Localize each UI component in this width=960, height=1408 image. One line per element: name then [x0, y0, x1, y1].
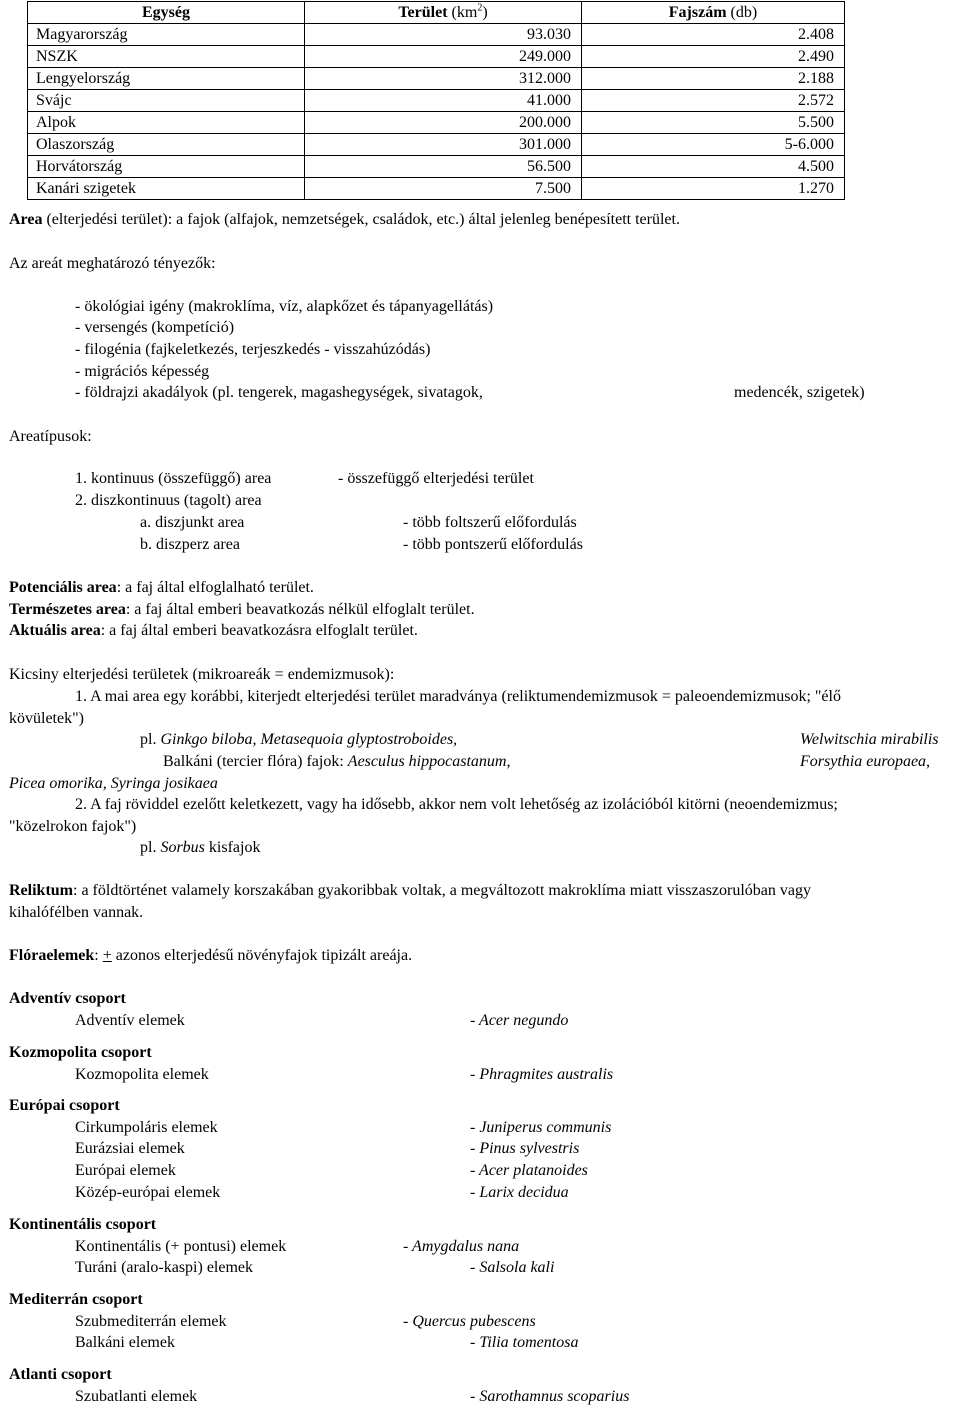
header-area — [305, 2, 582, 24]
example-species: Forsythia europaea, — [800, 753, 931, 770]
flora-elements-def — [9, 946, 412, 967]
header-unit: Egység — [28, 2, 305, 24]
cell-unit: Olaszország — [28, 134, 305, 156]
areatypes-title: Areatípusok: — [9, 428, 92, 445]
factors-title: Az areát meghatározó tényezők: — [9, 255, 216, 272]
micro-p1-line1: 1. A mai area egy korábbi, kiterjedt elterjedési terület maradványa (reliktumendemizmusok = paleoendemizmusok; "élő — [75, 688, 841, 705]
micro-p1-line2: kövületek") — [9, 710, 84, 727]
area-definition-text: (elterjedési terület): a fajok (alfajok, nemzetségek, családok, etc.) által jelenleg benépesített terület. — [42, 211, 680, 228]
header-species-label: Fajszám — [668, 3, 727, 21]
areatype-2b-desc: - több pontszerű előfordulás — [403, 536, 583, 553]
micro-example-2-right — [800, 752, 930, 773]
group-element-example: - Quercus pubescens — [403, 1313, 536, 1330]
factor-item: - versengés (kompetíció) — [75, 319, 235, 336]
flora-term: Flóraelemek — [9, 947, 95, 964]
potential-area-term: Potenciális area — [9, 579, 117, 596]
cell-area: 93.030 — [305, 24, 582, 46]
group-element-label: Balkáni elemek — [75, 1334, 175, 1351]
cell-unit: NSZK — [28, 46, 305, 68]
group-element-example: - Amygdalus nana — [403, 1238, 520, 1255]
group-element-label: Adventív elemek — [75, 1012, 185, 1029]
group-element-example: - Salsola kali — [470, 1259, 555, 1276]
group-element-label: Kozmopolita elemek — [75, 1066, 209, 1083]
micro-title: Kicsiny elterjedési területek (mikroareák = endemizmusok): — [9, 666, 395, 683]
group-element-label: Turáni (aralo-kaspi) elemek — [75, 1259, 254, 1276]
example-prefix: pl. — [140, 839, 161, 856]
table-row — [28, 112, 845, 134]
plus-minus-sign: + — [102, 947, 112, 964]
header-area-label: Terület — [398, 3, 448, 21]
group-element-example: - Sarothamnus scoparius — [470, 1388, 630, 1405]
area-unit-post: ) — [482, 3, 488, 21]
example-prefix: Balkáni (tercier flóra) fajok: — [163, 753, 348, 770]
factor-item: - filogénia (fajkeletkezés, terjeszkedés - visszahúzódás) — [75, 341, 431, 358]
areatype-1: 1. kontinuus (összefüggő) area — [75, 470, 272, 487]
group-element-label: Eurázsiai elemek — [75, 1140, 185, 1157]
cell-area: 56.500 — [305, 156, 582, 178]
table-header-row — [28, 2, 845, 24]
relict-term: Reliktum — [9, 882, 73, 899]
example-species: Picea omorika, Syringa josikaea — [9, 775, 218, 792]
group-element-example: - Larix decidua — [470, 1184, 569, 1201]
micro-p2-line2: "közelrokon fajok") — [9, 818, 137, 835]
micro-p2-line1: 2. A faj röviddel ezelőtt keletkezett, vagy ha idősebb, akkor nem volt lehetőség az izolációból kitörni (neoendemizmus; — [75, 796, 838, 813]
table-row — [28, 90, 845, 112]
cell-species: 4.500 — [582, 156, 845, 178]
areatype-2b: b. diszperz area — [140, 536, 240, 553]
flora-sep: : — [94, 947, 103, 964]
cell-area: 41.000 — [305, 90, 582, 112]
example-species: Welwitschia mirabilis — [800, 731, 939, 748]
table-row — [28, 24, 845, 46]
areatype-2a: a. diszjunkt area — [140, 514, 245, 531]
cell-species: 5-6.000 — [582, 134, 845, 156]
table-row — [28, 178, 845, 200]
group-element-label: Közép-európai elemek — [75, 1184, 221, 1201]
cell-unit: Svájc — [28, 90, 305, 112]
actual-area-def — [9, 621, 418, 642]
cell-species: 2.572 — [582, 90, 845, 112]
cell-species: 2.408 — [582, 24, 845, 46]
table-row — [28, 134, 845, 156]
table-body — [28, 24, 845, 200]
group-element-label: Kontinentális (+ pontusi) elemek — [75, 1238, 287, 1255]
group-element-label: Európai elemek — [75, 1162, 176, 1179]
species-count-table — [27, 1, 845, 200]
cell-unit: Magyarország — [28, 24, 305, 46]
example-species: Sorbus — [160, 839, 205, 856]
header-area-unit — [452, 4, 488, 21]
micro-example-2 — [163, 752, 510, 773]
cell-unit: Kanári szigetek — [28, 178, 305, 200]
cell-species: 2.490 — [582, 46, 845, 68]
potential-area-def — [9, 578, 314, 599]
cell-area: 301.000 — [305, 134, 582, 156]
factor-item-tail: medencék, szigetek) — [734, 384, 865, 401]
micro-example-1 — [140, 730, 457, 751]
relict-text: : a földtörténet valamely korszakában gyakoribbak voltak, a megváltozott makroklíma miatt visszaszorulóban vagy — [73, 882, 811, 899]
potential-area-text: : a faj által elfoglalható terület. — [116, 579, 314, 596]
cell-species: 1.270 — [582, 178, 845, 200]
area-unit-pre: (km — [451, 3, 478, 21]
example-species: Ginkgo biloba, Metasequoia glyptostroboides, — [160, 731, 458, 748]
group-title: Európai csoport — [9, 1097, 120, 1114]
example-prefix: pl. — [140, 731, 161, 748]
areatype-2a-desc: - több foltszerű előfordulás — [403, 514, 577, 531]
cell-species: 5.500 — [582, 112, 845, 134]
group-element-label: Szubmediterrán elemek — [75, 1313, 227, 1330]
area-unit-sup: 2 — [477, 2, 483, 14]
micro-example-4 — [140, 838, 260, 859]
group-title: Kontinentális csoport — [9, 1216, 157, 1233]
natural-area-def — [9, 600, 475, 621]
group-element-example: - Pinus sylvestris — [470, 1140, 580, 1157]
cell-area: 200.000 — [305, 112, 582, 134]
cell-unit: Horvátország — [28, 156, 305, 178]
group-title: Atlanti csoport — [9, 1366, 112, 1383]
example-suffix: kisfajok — [204, 839, 261, 856]
flora-text: azonos elterjedésű növényfajok tipizált areája. — [111, 947, 413, 964]
natural-area-text: : a faj által emberi beavatkozás nélkül elfoglalt terület. — [125, 601, 475, 618]
table-row — [28, 156, 845, 178]
group-element-example: - Juniperus communis — [470, 1119, 612, 1136]
factor-item: - ökológiai igény (makroklíma, víz, alapkőzet és tápanyagellátás) — [75, 298, 494, 315]
group-title: Kozmopolita csoport — [9, 1044, 152, 1061]
example-species: Aesculus hippocastanum, — [347, 753, 511, 770]
group-element-example: - Acer platanoides — [470, 1162, 588, 1179]
cell-unit: Alpok — [28, 112, 305, 134]
table-row — [28, 68, 845, 90]
cell-unit: Lengyelország — [28, 68, 305, 90]
factor-item: - földrajzi akadályok (pl. tengerek, magashegységek, sivatagok, — [75, 384, 483, 401]
group-element-example: - Phragmites australis — [470, 1066, 614, 1083]
relict-def-line1 — [9, 881, 811, 902]
actual-area-term: Aktuális area — [9, 622, 101, 639]
areatype-1-desc: - összefüggő elterjedési terület — [338, 470, 534, 487]
micro-example-1-right — [800, 730, 939, 751]
header-species — [582, 2, 845, 24]
cell-area: 249.000 — [305, 46, 582, 68]
areatype-2: 2. diszkontinuus (tagolt) area — [75, 492, 262, 509]
actual-area-text: : a faj által emberi beavatkozásra elfoglalt terület. — [100, 622, 418, 639]
header-species-unit: (db) — [730, 3, 758, 21]
area-term: Area — [9, 211, 43, 228]
group-title: Adventív csoport — [9, 990, 126, 1007]
table-row — [28, 46, 845, 68]
area-definition — [9, 210, 680, 231]
group-element-example: - Tilia tomentosa — [470, 1334, 579, 1351]
natural-area-term: Természetes area — [9, 601, 126, 618]
relict-def-line2: kihalófélben vannak. — [9, 904, 144, 921]
cell-species: 2.188 — [582, 68, 845, 90]
cell-area: 312.000 — [305, 68, 582, 90]
group-element-label: Szubatlanti elemek — [75, 1388, 198, 1405]
cell-area: 7.500 — [305, 178, 582, 200]
factor-item: - migrációs képesség — [75, 363, 210, 380]
group-title: Mediterrán csoport — [9, 1291, 143, 1308]
group-element-label: Cirkumpoláris elemek — [75, 1119, 218, 1136]
micro-example-3 — [9, 774, 218, 795]
group-element-example: - Acer negundo — [470, 1012, 569, 1029]
